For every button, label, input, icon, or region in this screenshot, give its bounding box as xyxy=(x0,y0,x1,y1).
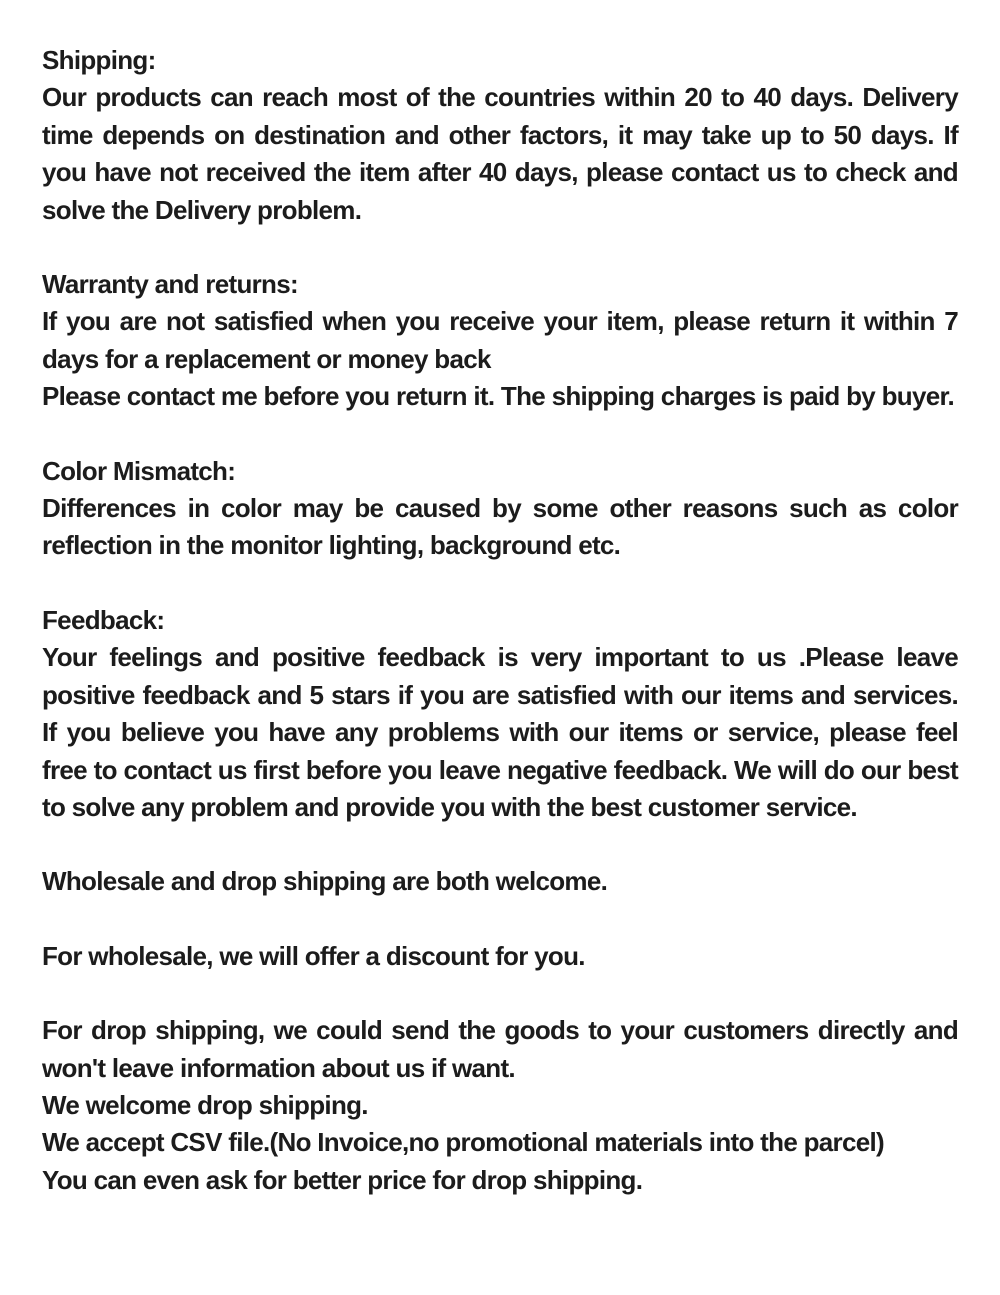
section-warranty-returns xyxy=(42,266,958,416)
section-shipping xyxy=(42,42,958,229)
paragraph: If you are not satisfied when you receive your item, please return it within 7 days for a replacement or money back xyxy=(42,306,958,374)
paragraph: We accept CSV file.(No Invoice,no promotional materials into the parcel) xyxy=(42,1127,884,1158)
paragraph: For drop shipping, we could send the goods to your customers directly and won't leave information about us if want. xyxy=(42,1015,958,1083)
paragraph: You can even ask for better price for drop shipping. xyxy=(42,1164,643,1195)
section-color-mismatch xyxy=(42,453,958,565)
section-feedback xyxy=(42,602,958,826)
section-drop-shipping xyxy=(42,1012,958,1199)
section-heading: Feedback: xyxy=(42,604,165,635)
paragraph: Wholesale and drop shipping are both welcome. xyxy=(42,866,608,897)
paragraph: Please contact me before you return it. The shipping charges is paid by buyer. xyxy=(42,381,954,412)
paragraph: We welcome drop shipping. xyxy=(42,1089,368,1120)
paragraph: Differences in color may be caused by some other reasons such as color reflection in the monitor lighting, background etc. xyxy=(42,493,958,561)
section-wholesale-welcome xyxy=(42,863,958,900)
paragraph: Your feelings and positive feedback is very important to us .Please leave positive feedback and 5 stars if you are satisfied with our items and services. If you believe you have any problems with our items or service, please feel free to contact us first before you leave negative feedback. We will do our best to solve any problem and provide you with the best customer service. xyxy=(42,642,958,822)
section-heading: Shipping: xyxy=(42,45,156,75)
paragraph: For wholesale, we will offer a discount for you. xyxy=(42,940,585,971)
section-heading: Warranty and returns: xyxy=(42,269,298,300)
section-wholesale-discount xyxy=(42,938,958,975)
paragraph: Our products can reach most of the countries within 20 to 40 days. Delivery time depends on destination and other factors, it may take up to 50 days. If you have not received the item after 40 days, please contact us to check and solve the Delivery problem. xyxy=(42,82,958,225)
section-heading: Color Mismatch: xyxy=(42,455,236,486)
